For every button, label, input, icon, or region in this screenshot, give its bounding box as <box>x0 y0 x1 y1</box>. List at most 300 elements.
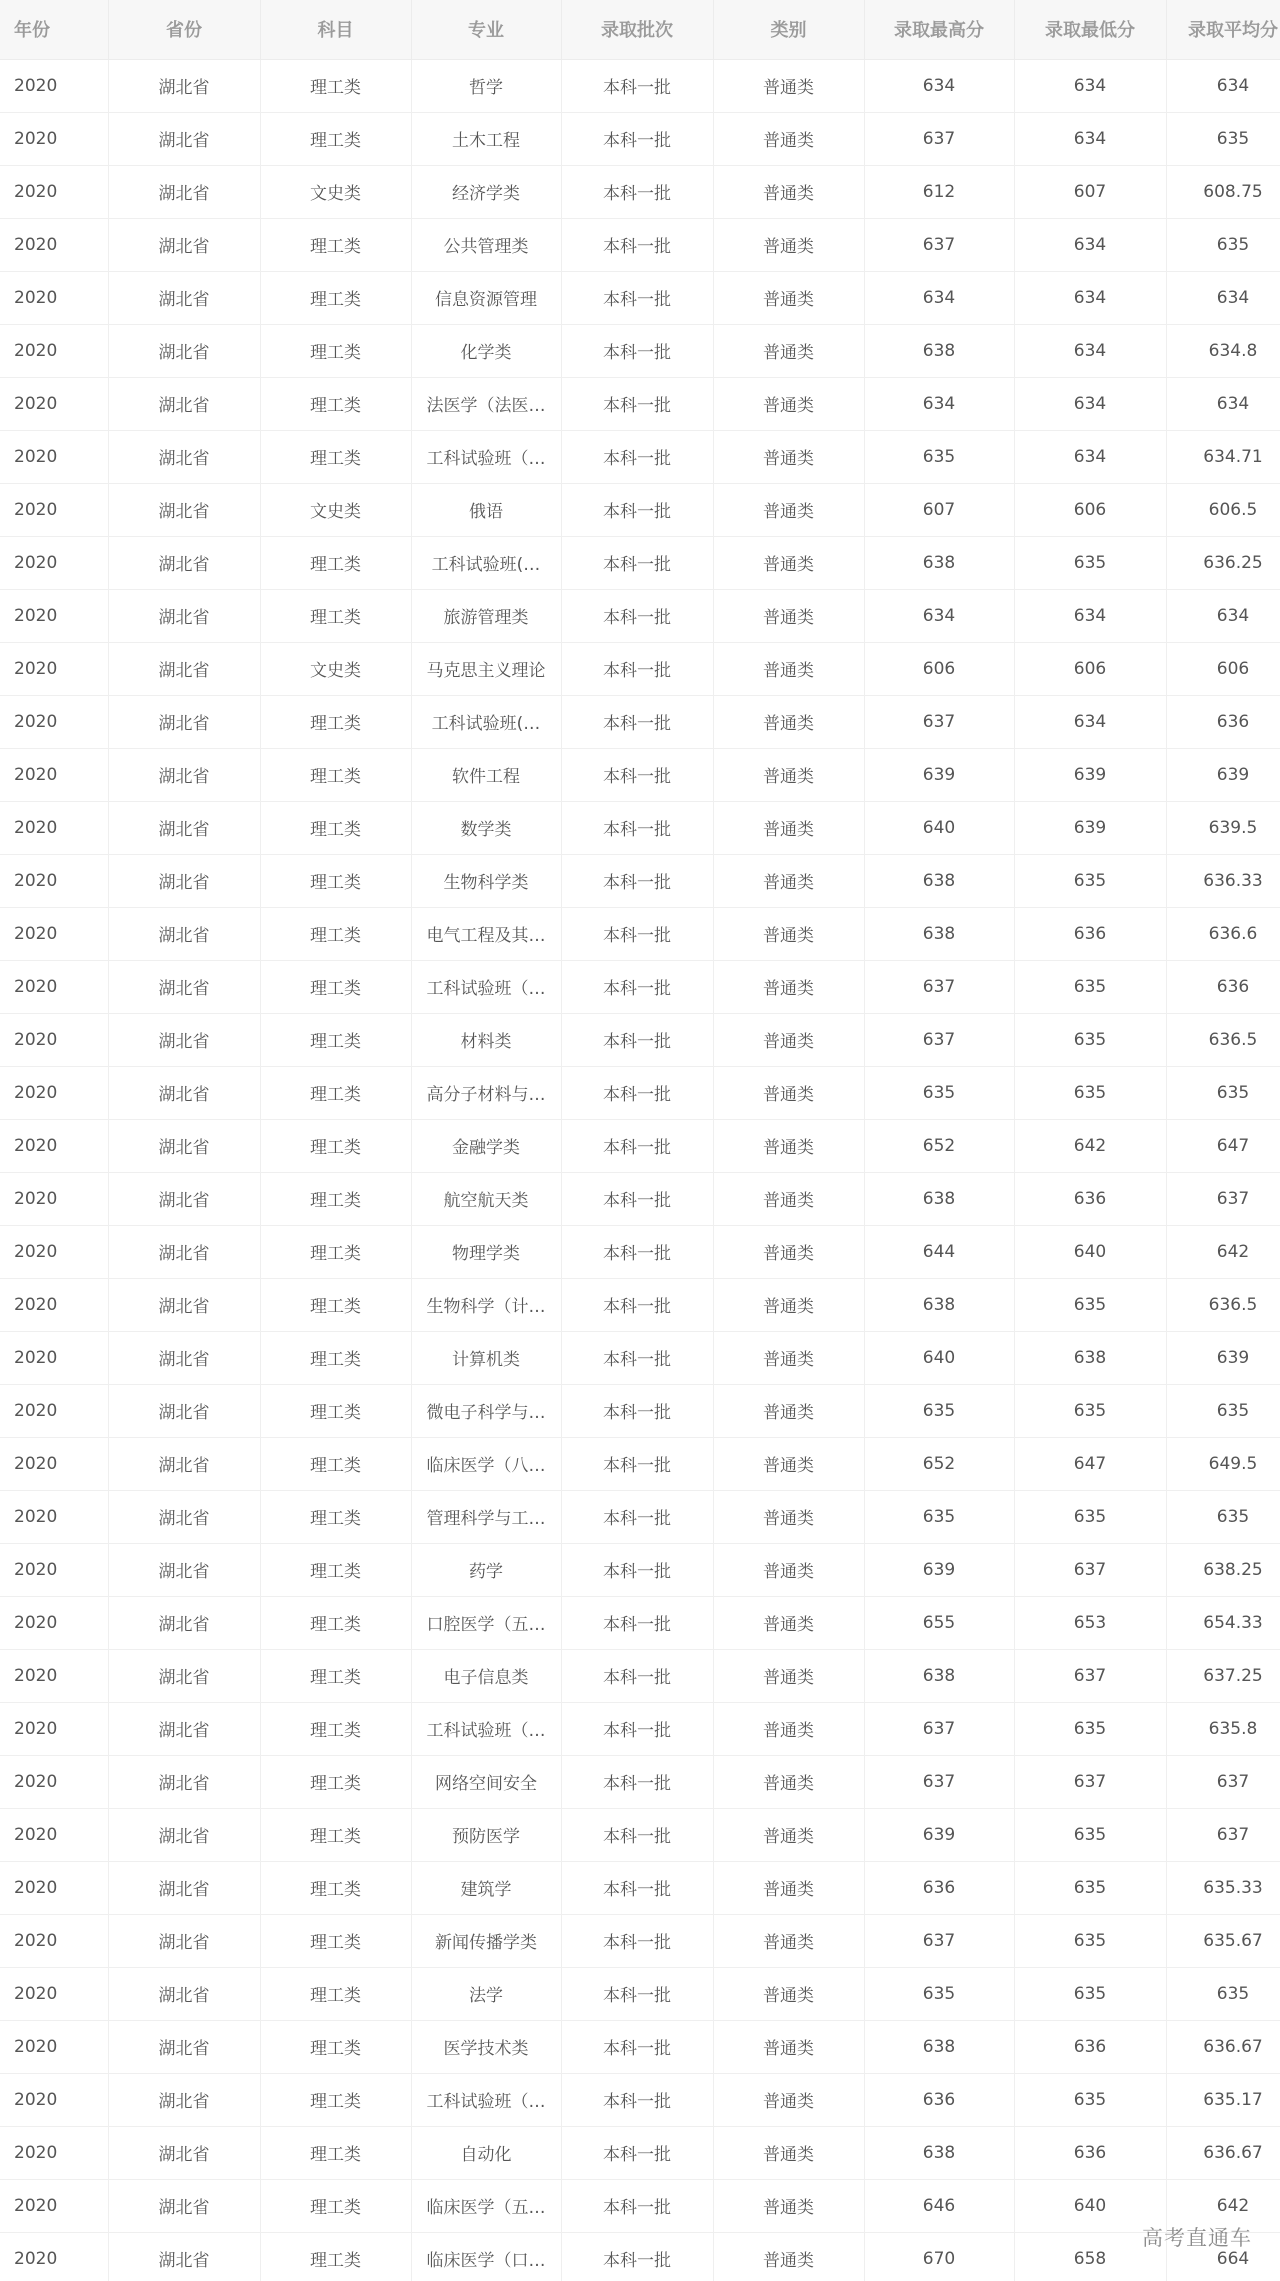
max-score-cell: 640 <box>864 1331 1014 1384</box>
province-cell: 湖北省 <box>108 218 260 271</box>
avg-score-cell: 637 <box>1166 1755 1280 1808</box>
subject-cell: 文史类 <box>260 165 411 218</box>
province-cell: 湖北省 <box>108 854 260 907</box>
province-cell: 湖北省 <box>108 1596 260 1649</box>
avg-score-cell: 637 <box>1166 1172 1280 1225</box>
batch-cell: 本科一批 <box>561 112 713 165</box>
province-cell: 湖北省 <box>108 2073 260 2126</box>
year-cell: 2020 <box>0 1914 108 1967</box>
major-cell: 临床医学（口… <box>411 2232 561 2281</box>
table-row <box>0 165 1280 218</box>
category-cell: 普通类 <box>713 483 864 536</box>
max-score-cell: 638 <box>864 907 1014 960</box>
year-cell: 2020 <box>0 1066 108 1119</box>
avg-score-cell: 636.5 <box>1166 1278 1280 1331</box>
header-year: 年份 <box>0 0 108 59</box>
category-cell: 普通类 <box>713 695 864 748</box>
year-cell: 2020 <box>0 2073 108 2126</box>
province-cell: 湖北省 <box>108 1967 260 2020</box>
batch-cell: 本科一批 <box>561 960 713 1013</box>
major-cell: 网络空间安全 <box>411 1755 561 1808</box>
batch-cell: 本科一批 <box>561 1755 713 1808</box>
table-row <box>0 324 1280 377</box>
table-row <box>0 2073 1280 2126</box>
avg-score-cell: 608.75 <box>1166 165 1280 218</box>
min-score-cell: 636 <box>1014 2126 1166 2179</box>
batch-cell: 本科一批 <box>561 1702 713 1755</box>
avg-score-cell: 636.33 <box>1166 854 1280 907</box>
category-cell: 普通类 <box>713 1225 864 1278</box>
subject-cell: 理工类 <box>260 748 411 801</box>
min-score-cell: 635 <box>1014 2073 1166 2126</box>
batch-cell: 本科一批 <box>561 695 713 748</box>
batch-cell: 本科一批 <box>561 483 713 536</box>
province-cell: 湖北省 <box>108 430 260 483</box>
table-row <box>0 1914 1280 1967</box>
table-row <box>0 1861 1280 1914</box>
avg-score-cell: 635.8 <box>1166 1702 1280 1755</box>
province-cell: 湖北省 <box>108 112 260 165</box>
batch-cell: 本科一批 <box>561 801 713 854</box>
batch-cell: 本科一批 <box>561 59 713 112</box>
category-cell: 普通类 <box>713 165 864 218</box>
year-cell: 2020 <box>0 1596 108 1649</box>
year-cell: 2020 <box>0 377 108 430</box>
province-cell: 湖北省 <box>108 960 260 1013</box>
batch-cell: 本科一批 <box>561 1278 713 1331</box>
max-score-cell: 635 <box>864 1490 1014 1543</box>
category-cell: 普通类 <box>713 1172 864 1225</box>
avg-score-cell: 636.6 <box>1166 907 1280 960</box>
subject-cell: 理工类 <box>260 59 411 112</box>
max-score-cell: 636 <box>864 2073 1014 2126</box>
category-cell: 普通类 <box>713 1755 864 1808</box>
min-score-cell: 635 <box>1014 854 1166 907</box>
major-cell: 管理科学与工… <box>411 1490 561 1543</box>
year-cell: 2020 <box>0 1967 108 2020</box>
max-score-cell: 638 <box>864 1278 1014 1331</box>
header-major: 专业 <box>411 0 561 59</box>
category-cell: 普通类 <box>713 1861 864 1914</box>
category-cell: 普通类 <box>713 854 864 907</box>
major-cell: 工科试验班（… <box>411 430 561 483</box>
max-score-cell: 638 <box>864 1649 1014 1702</box>
max-score-cell: 637 <box>864 218 1014 271</box>
subject-cell: 理工类 <box>260 1914 411 1967</box>
subject-cell: 理工类 <box>260 1066 411 1119</box>
major-cell: 电子信息类 <box>411 1649 561 1702</box>
max-score-cell: 640 <box>864 801 1014 854</box>
category-cell: 普通类 <box>713 430 864 483</box>
subject-cell: 理工类 <box>260 1013 411 1066</box>
subject-cell: 理工类 <box>260 2020 411 2073</box>
batch-cell: 本科一批 <box>561 1384 713 1437</box>
major-cell: 高分子材料与… <box>411 1066 561 1119</box>
min-score-cell: 635 <box>1014 1861 1166 1914</box>
batch-cell: 本科一批 <box>561 2179 713 2232</box>
min-score-cell: 642 <box>1014 1119 1166 1172</box>
min-score-cell: 635 <box>1014 536 1166 589</box>
table-row <box>0 1384 1280 1437</box>
table-row <box>0 1967 1280 2020</box>
major-cell: 计算机类 <box>411 1331 561 1384</box>
min-score-cell: 640 <box>1014 1225 1166 1278</box>
max-score-cell: 635 <box>864 430 1014 483</box>
subject-cell: 理工类 <box>260 1543 411 1596</box>
major-cell: 旅游管理类 <box>411 589 561 642</box>
table-row <box>0 430 1280 483</box>
year-cell: 2020 <box>0 2179 108 2232</box>
category-cell: 普通类 <box>713 589 864 642</box>
batch-cell: 本科一批 <box>561 1596 713 1649</box>
max-score-cell: 638 <box>864 854 1014 907</box>
max-score-cell: 638 <box>864 2020 1014 2073</box>
year-cell: 2020 <box>0 2126 108 2179</box>
year-cell: 2020 <box>0 430 108 483</box>
header-min-score: 录取最低分 <box>1014 0 1166 59</box>
province-cell: 湖北省 <box>108 748 260 801</box>
batch-cell: 本科一批 <box>561 271 713 324</box>
max-score-cell: 638 <box>864 324 1014 377</box>
province-cell: 湖北省 <box>108 1331 260 1384</box>
min-score-cell: 638 <box>1014 1331 1166 1384</box>
subject-cell: 理工类 <box>260 1331 411 1384</box>
table-row <box>0 1649 1280 1702</box>
major-cell: 经济学类 <box>411 165 561 218</box>
max-score-cell: 634 <box>864 271 1014 324</box>
year-cell: 2020 <box>0 218 108 271</box>
major-cell: 临床医学（五… <box>411 2179 561 2232</box>
category-cell: 普通类 <box>713 2126 864 2179</box>
avg-score-cell: 634 <box>1166 59 1280 112</box>
max-score-cell: 637 <box>864 1755 1014 1808</box>
major-cell: 土木工程 <box>411 112 561 165</box>
year-cell: 2020 <box>0 59 108 112</box>
category-cell: 普通类 <box>713 2073 864 2126</box>
major-cell: 公共管理类 <box>411 218 561 271</box>
category-cell: 普通类 <box>713 960 864 1013</box>
category-cell: 普通类 <box>713 1914 864 1967</box>
category-cell: 普通类 <box>713 1543 864 1596</box>
min-score-cell: 635 <box>1014 1490 1166 1543</box>
avg-score-cell: 637 <box>1166 1808 1280 1861</box>
year-cell: 2020 <box>0 2232 108 2281</box>
batch-cell: 本科一批 <box>561 1066 713 1119</box>
avg-score-cell: 649.5 <box>1166 1437 1280 1490</box>
category-cell: 普通类 <box>713 112 864 165</box>
max-score-cell: 637 <box>864 112 1014 165</box>
table-row <box>0 271 1280 324</box>
province-cell: 湖北省 <box>108 642 260 695</box>
subject-cell: 理工类 <box>260 377 411 430</box>
min-score-cell: 606 <box>1014 483 1166 536</box>
major-cell: 航空航天类 <box>411 1172 561 1225</box>
major-cell: 建筑学 <box>411 1861 561 1914</box>
province-cell: 湖北省 <box>108 1013 260 1066</box>
header-subject: 科目 <box>260 0 411 59</box>
major-cell: 临床医学（八… <box>411 1437 561 1490</box>
max-score-cell: 637 <box>864 695 1014 748</box>
year-cell: 2020 <box>0 1861 108 1914</box>
province-cell: 湖北省 <box>108 1066 260 1119</box>
avg-score-cell: 636 <box>1166 695 1280 748</box>
province-cell: 湖北省 <box>108 324 260 377</box>
subject-cell: 理工类 <box>260 801 411 854</box>
category-cell: 普通类 <box>713 324 864 377</box>
year-cell: 2020 <box>0 1172 108 1225</box>
province-cell: 湖北省 <box>108 1755 260 1808</box>
avg-score-cell: 606 <box>1166 642 1280 695</box>
min-score-cell: 635 <box>1014 960 1166 1013</box>
major-cell: 工科试验班(… <box>411 695 561 748</box>
province-cell: 湖北省 <box>108 1437 260 1490</box>
min-score-cell: 636 <box>1014 2020 1166 2073</box>
major-cell: 工科试验班（… <box>411 960 561 1013</box>
year-cell: 2020 <box>0 854 108 907</box>
subject-cell: 理工类 <box>260 1384 411 1437</box>
year-cell: 2020 <box>0 960 108 1013</box>
category-cell: 普通类 <box>713 1013 864 1066</box>
header-avg-score: 录取平均分 <box>1166 0 1280 59</box>
subject-cell: 理工类 <box>260 2126 411 2179</box>
major-cell: 药学 <box>411 1543 561 1596</box>
min-score-cell: 637 <box>1014 1755 1166 1808</box>
major-cell: 哲学 <box>411 59 561 112</box>
avg-score-cell: 639 <box>1166 748 1280 801</box>
min-score-cell: 635 <box>1014 1384 1166 1437</box>
table-row <box>0 589 1280 642</box>
province-cell: 湖北省 <box>108 907 260 960</box>
avg-score-cell: 634 <box>1166 271 1280 324</box>
major-cell: 生物科学类 <box>411 854 561 907</box>
category-cell: 普通类 <box>713 1278 864 1331</box>
min-score-cell: 606 <box>1014 642 1166 695</box>
min-score-cell: 634 <box>1014 112 1166 165</box>
year-cell: 2020 <box>0 695 108 748</box>
avg-score-cell: 636.25 <box>1166 536 1280 589</box>
province-cell: 湖北省 <box>108 2126 260 2179</box>
category-cell: 普通类 <box>713 1596 864 1649</box>
table-row <box>0 1490 1280 1543</box>
major-cell: 马克思主义理论 <box>411 642 561 695</box>
min-score-cell: 634 <box>1014 271 1166 324</box>
max-score-cell: 652 <box>864 1119 1014 1172</box>
min-score-cell: 635 <box>1014 1013 1166 1066</box>
avg-score-cell: 647 <box>1166 1119 1280 1172</box>
category-cell: 普通类 <box>713 2232 864 2281</box>
subject-cell: 理工类 <box>260 1861 411 1914</box>
table-row <box>0 1225 1280 1278</box>
max-score-cell: 670 <box>864 2232 1014 2281</box>
subject-cell: 理工类 <box>260 1702 411 1755</box>
min-score-cell: 639 <box>1014 748 1166 801</box>
category-cell: 普通类 <box>713 2020 864 2073</box>
major-cell: 工科试验班（… <box>411 2073 561 2126</box>
min-score-cell: 639 <box>1014 801 1166 854</box>
major-cell: 法医学（法医… <box>411 377 561 430</box>
avg-score-cell: 654.33 <box>1166 1596 1280 1649</box>
major-cell: 俄语 <box>411 483 561 536</box>
province-cell: 湖北省 <box>108 59 260 112</box>
table-header <box>0 0 1280 59</box>
batch-cell: 本科一批 <box>561 1331 713 1384</box>
subject-cell: 理工类 <box>260 324 411 377</box>
table-row <box>0 1702 1280 1755</box>
avg-score-cell: 606.5 <box>1166 483 1280 536</box>
subject-cell: 理工类 <box>260 1225 411 1278</box>
batch-cell: 本科一批 <box>561 165 713 218</box>
province-cell: 湖北省 <box>108 1543 260 1596</box>
batch-cell: 本科一批 <box>561 1225 713 1278</box>
province-cell: 湖北省 <box>108 2020 260 2073</box>
subject-cell: 理工类 <box>260 271 411 324</box>
province-cell: 湖北省 <box>108 801 260 854</box>
subject-cell: 理工类 <box>260 1649 411 1702</box>
avg-score-cell: 634.8 <box>1166 324 1280 377</box>
batch-cell: 本科一批 <box>561 1808 713 1861</box>
province-cell: 湖北省 <box>108 1702 260 1755</box>
table-row <box>0 483 1280 536</box>
avg-score-cell: 634 <box>1166 377 1280 430</box>
subject-cell: 理工类 <box>260 695 411 748</box>
table-row <box>0 854 1280 907</box>
avg-score-cell: 642 <box>1166 1225 1280 1278</box>
year-cell: 2020 <box>0 801 108 854</box>
year-cell: 2020 <box>0 1808 108 1861</box>
year-cell: 2020 <box>0 1543 108 1596</box>
province-cell: 湖北省 <box>108 1119 260 1172</box>
province-cell: 湖北省 <box>108 1861 260 1914</box>
category-cell: 普通类 <box>713 377 864 430</box>
table-row <box>0 1808 1280 1861</box>
year-cell: 2020 <box>0 1013 108 1066</box>
major-cell: 新闻传播学类 <box>411 1914 561 1967</box>
header-batch: 录取批次 <box>561 0 713 59</box>
category-cell: 普通类 <box>713 1066 864 1119</box>
avg-score-cell: 639.5 <box>1166 801 1280 854</box>
year-cell: 2020 <box>0 1755 108 1808</box>
subject-cell: 理工类 <box>260 1596 411 1649</box>
year-cell: 2020 <box>0 1119 108 1172</box>
max-score-cell: 634 <box>864 589 1014 642</box>
avg-score-cell: 635.33 <box>1166 1861 1280 1914</box>
table-row <box>0 1013 1280 1066</box>
table-row <box>0 1755 1280 1808</box>
major-cell: 医学技术类 <box>411 2020 561 2073</box>
header-category: 类别 <box>713 0 864 59</box>
major-cell: 微电子科学与… <box>411 1384 561 1437</box>
year-cell: 2020 <box>0 2020 108 2073</box>
max-score-cell: 607 <box>864 483 1014 536</box>
max-score-cell: 652 <box>864 1437 1014 1490</box>
category-cell: 普通类 <box>713 1649 864 1702</box>
min-score-cell: 607 <box>1014 165 1166 218</box>
batch-cell: 本科一批 <box>561 1861 713 1914</box>
table-row <box>0 801 1280 854</box>
max-score-cell: 639 <box>864 748 1014 801</box>
table-row <box>0 1543 1280 1596</box>
max-score-cell: 637 <box>864 1702 1014 1755</box>
batch-cell: 本科一批 <box>561 2126 713 2179</box>
max-score-cell: 634 <box>864 377 1014 430</box>
min-score-cell: 640 <box>1014 2179 1166 2232</box>
province-cell: 湖北省 <box>108 271 260 324</box>
max-score-cell: 634 <box>864 59 1014 112</box>
year-cell: 2020 <box>0 165 108 218</box>
province-cell: 湖北省 <box>108 165 260 218</box>
category-cell: 普通类 <box>713 271 864 324</box>
table-row <box>0 1119 1280 1172</box>
table-row <box>0 2126 1280 2179</box>
year-cell: 2020 <box>0 1331 108 1384</box>
table-row <box>0 2179 1280 2232</box>
avg-score-cell: 635 <box>1166 1384 1280 1437</box>
avg-score-cell: 639 <box>1166 1331 1280 1384</box>
min-score-cell: 635 <box>1014 1278 1166 1331</box>
subject-cell: 理工类 <box>260 1808 411 1861</box>
province-cell: 湖北省 <box>108 377 260 430</box>
year-cell: 2020 <box>0 907 108 960</box>
major-cell: 工科试验班（… <box>411 1702 561 1755</box>
avg-score-cell: 636.5 <box>1166 1013 1280 1066</box>
subject-cell: 理工类 <box>260 1967 411 2020</box>
year-cell: 2020 <box>0 483 108 536</box>
avg-score-cell: 642 <box>1166 2179 1280 2232</box>
major-cell: 预防医学 <box>411 1808 561 1861</box>
major-cell: 口腔医学（五… <box>411 1596 561 1649</box>
province-cell: 湖北省 <box>108 1384 260 1437</box>
major-cell: 物理学类 <box>411 1225 561 1278</box>
subject-cell: 理工类 <box>260 1755 411 1808</box>
table-row <box>0 1278 1280 1331</box>
category-cell: 普通类 <box>713 1437 864 1490</box>
table-row <box>0 642 1280 695</box>
min-score-cell: 635 <box>1014 1967 1166 2020</box>
subject-cell: 理工类 <box>260 112 411 165</box>
max-score-cell: 655 <box>864 1596 1014 1649</box>
category-cell: 普通类 <box>713 218 864 271</box>
major-cell: 工科试验班(… <box>411 536 561 589</box>
province-cell: 湖北省 <box>108 1914 260 1967</box>
batch-cell: 本科一批 <box>561 2232 713 2281</box>
batch-cell: 本科一批 <box>561 430 713 483</box>
max-score-cell: 646 <box>864 2179 1014 2232</box>
year-cell: 2020 <box>0 1490 108 1543</box>
batch-cell: 本科一批 <box>561 2020 713 2073</box>
subject-cell: 理工类 <box>260 1278 411 1331</box>
table-row <box>0 1331 1280 1384</box>
batch-cell: 本科一批 <box>561 1914 713 1967</box>
table-row <box>0 377 1280 430</box>
avg-score-cell: 634.71 <box>1166 430 1280 483</box>
year-cell: 2020 <box>0 1384 108 1437</box>
category-cell: 普通类 <box>713 1702 864 1755</box>
year-cell: 2020 <box>0 324 108 377</box>
subject-cell: 理工类 <box>260 960 411 1013</box>
avg-score-cell: 664 <box>1166 2232 1280 2281</box>
subject-cell: 理工类 <box>260 1172 411 1225</box>
batch-cell: 本科一批 <box>561 907 713 960</box>
max-score-cell: 612 <box>864 165 1014 218</box>
batch-cell: 本科一批 <box>561 589 713 642</box>
avg-score-cell: 635.17 <box>1166 2073 1280 2126</box>
min-score-cell: 637 <box>1014 1649 1166 1702</box>
batch-cell: 本科一批 <box>561 1013 713 1066</box>
batch-cell: 本科一批 <box>561 1172 713 1225</box>
year-cell: 2020 <box>0 748 108 801</box>
max-score-cell: 606 <box>864 642 1014 695</box>
subject-cell: 文史类 <box>260 642 411 695</box>
